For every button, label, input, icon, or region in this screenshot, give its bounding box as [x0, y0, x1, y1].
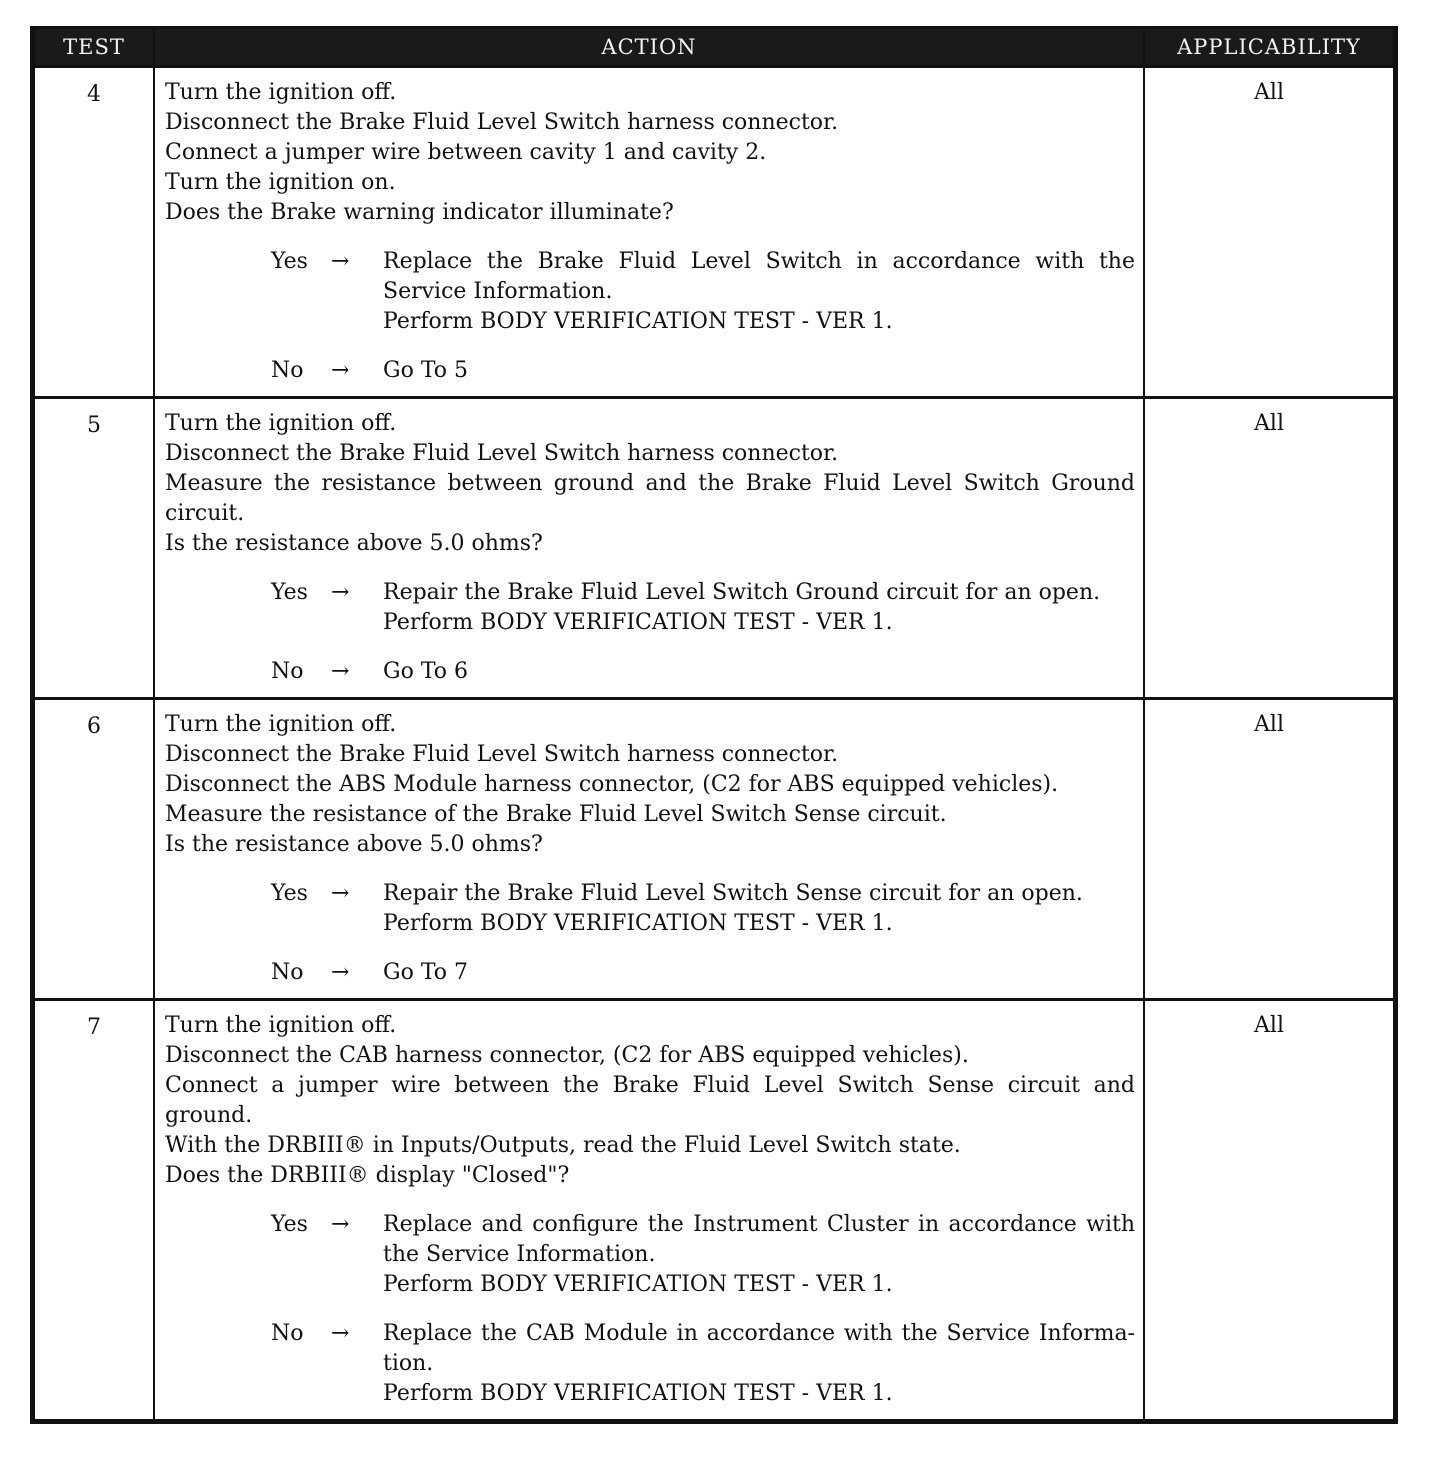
action-cell — [154, 67, 1144, 398]
action-step: With the DRBIII® in Inputs/Outputs, read the Fluid Level Switch state. — [165, 1133, 961, 1158]
action-steps — [165, 78, 1135, 228]
yes-result-line: Repair the Brake Fluid Level Switch Sense circuit for an open. — [383, 881, 1083, 906]
test-number: 5 — [34, 398, 154, 699]
action-step: Disconnect the CAB harness connector, (C2 for ABS equipped vehicles). — [165, 1043, 969, 1068]
action-step: Does the Brake warning indicator illuminate? — [165, 200, 674, 225]
action-step: Disconnect the ABS Module harness connector, (C2 for ABS equipped vehicles). — [165, 772, 1059, 797]
yes-outcome — [271, 578, 1135, 638]
arrow-right-icon: → — [331, 249, 350, 274]
table-body — [34, 67, 1394, 1421]
action-step: Turn the ignition off. — [165, 712, 397, 737]
action-steps — [165, 1011, 1135, 1191]
no-result-line: Perform BODY VERIFICATION TEST - VER 1. — [383, 1381, 893, 1406]
no-result — [383, 657, 1135, 687]
action-step: Connect a jumper wire between cavity 1 and cavity 2. — [165, 140, 767, 165]
no-outcome — [271, 356, 1135, 386]
column-header-applicability: APPLICABILITY — [1144, 29, 1394, 67]
yes-result — [383, 1210, 1135, 1300]
no-result — [383, 958, 1135, 988]
yes-outcome — [271, 247, 1135, 337]
yes-label: Yes — [271, 249, 308, 274]
arrow-right-icon: → — [331, 358, 350, 383]
action-step: Does the DRBIII® display "Closed"? — [165, 1163, 570, 1188]
action-cell — [154, 398, 1144, 699]
arrow-right-icon: → — [331, 580, 350, 605]
test-number: 4 — [34, 67, 154, 398]
yes-result — [383, 247, 1135, 337]
applicability-cell: All — [1144, 699, 1394, 1000]
action-step: Measure the resistance between ground and the Brake Fluid Level Switch Ground circuit. — [165, 471, 1135, 526]
no-label: No — [271, 659, 304, 684]
yes-result-line: Replace the Brake Fluid Level Switch in accordance with the Service Information. — [383, 249, 1135, 304]
action-cell — [154, 1000, 1144, 1421]
table-header-row — [34, 29, 1394, 67]
table-row — [34, 699, 1394, 1000]
no-label: No — [271, 960, 304, 985]
table-row — [34, 398, 1394, 699]
test-number: 6 — [34, 699, 154, 1000]
column-header-action: ACTION — [154, 29, 1144, 67]
arrow-right-icon: → — [331, 881, 350, 906]
no-result — [383, 356, 1135, 386]
no-result-line: Go To 5 — [383, 358, 469, 383]
no-outcome — [271, 1319, 1135, 1409]
yes-label: Yes — [271, 1212, 308, 1237]
arrow-right-icon: → — [331, 960, 350, 985]
action-step: Turn the ignition on. — [165, 170, 396, 195]
arrow-right-icon: → — [331, 1212, 350, 1237]
action-steps — [165, 710, 1135, 860]
no-result-line: Replace the CAB Module in accordance with the Service Informa-tion. — [383, 1321, 1135, 1376]
diagnostic-test-table — [30, 26, 1398, 1424]
yes-result-line: Perform BODY VERIFICATION TEST - VER 1. — [383, 911, 893, 936]
action-step: Turn the ignition off. — [165, 80, 397, 105]
action-step: Connect a jumper wire between the Brake Fluid Level Switch Sense circuit and ground. — [165, 1073, 1135, 1128]
yes-label: Yes — [271, 881, 308, 906]
applicability-cell: All — [1144, 398, 1394, 699]
applicability-cell: All — [1144, 67, 1394, 398]
test-table — [33, 29, 1395, 1421]
action-step: Disconnect the Brake Fluid Level Switch harness connector. — [165, 441, 839, 466]
table-row — [34, 1000, 1394, 1421]
yes-result-line: Perform BODY VERIFICATION TEST - VER 1. — [383, 309, 893, 334]
table-row — [34, 67, 1394, 398]
column-header-test: TEST — [34, 29, 154, 67]
action-cell — [154, 699, 1144, 1000]
action-steps — [165, 409, 1135, 559]
no-label: No — [271, 358, 304, 383]
yes-label: Yes — [271, 580, 308, 605]
yes-outcome — [271, 879, 1135, 939]
action-step: Is the resistance above 5.0 ohms? — [165, 531, 543, 556]
action-step: Disconnect the Brake Fluid Level Switch harness connector. — [165, 110, 839, 135]
action-step: Is the resistance above 5.0 ohms? — [165, 832, 543, 857]
no-outcome — [271, 958, 1135, 988]
yes-result — [383, 879, 1135, 939]
arrow-right-icon: → — [331, 659, 350, 684]
action-step: Turn the ignition off. — [165, 1013, 397, 1038]
yes-outcome — [271, 1210, 1135, 1300]
arrow-right-icon: → — [331, 1321, 350, 1346]
yes-result-line: Perform BODY VERIFICATION TEST - VER 1. — [383, 1272, 893, 1297]
action-step: Disconnect the Brake Fluid Level Switch harness connector. — [165, 742, 839, 767]
no-result-line: Go To 7 — [383, 960, 469, 985]
no-outcome — [271, 657, 1135, 687]
no-label: No — [271, 1321, 304, 1346]
yes-result-line: Replace and configure the Instrument Cluster in accordance with the Service Information. — [383, 1212, 1135, 1267]
no-result-line: Go To 6 — [383, 659, 469, 684]
action-step: Measure the resistance of the Brake Fluid Level Switch Sense circuit. — [165, 802, 947, 827]
applicability-cell: All — [1144, 1000, 1394, 1421]
test-number: 7 — [34, 1000, 154, 1421]
action-step: Turn the ignition off. — [165, 411, 397, 436]
yes-result — [383, 578, 1135, 638]
yes-result-line: Perform BODY VERIFICATION TEST - VER 1. — [383, 610, 893, 635]
yes-result-line: Repair the Brake Fluid Level Switch Ground circuit for an open. — [383, 580, 1101, 605]
no-result — [383, 1319, 1135, 1409]
